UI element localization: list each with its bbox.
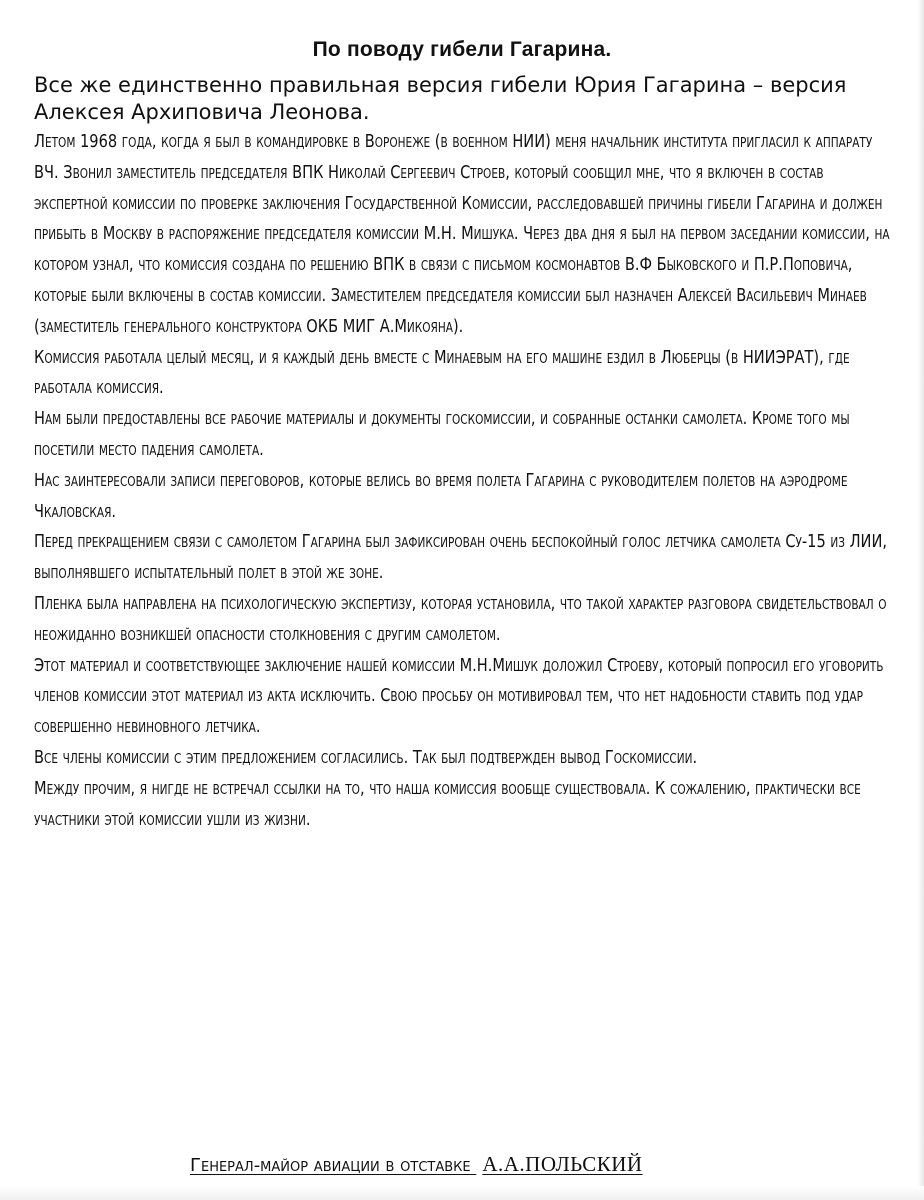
paragraph-agreement: Все члены комиссии с этим предложением согласились. Так был подтвержден вывод Госкомиссии. xyxy=(34,746,698,768)
signature-line xyxy=(190,1152,643,1177)
lead-paragraph: Все же единственно правильная версия гибели Юрия Гагарина – версия Алексея Архиповича Леонова. xyxy=(34,73,847,124)
paragraph-pilot-voice: Перед прекращением связи с самолетом Гагарина был зафиксирован очень беспокойный голос летчика самолета Су-15 из ЛИИ, выполнявшего испытательный полет в этой же зоне. xyxy=(34,531,887,584)
paragraph-materials: Нам были предоставлены все рабочие материалы и документы госкомиссии, и собранные останки самолета. Кроме того мы посетили место падения самолета. xyxy=(34,408,850,460)
document-body xyxy=(34,127,900,835)
paragraph-work: Комиссия работала целый месяц, и я каждый день вместе с Минаевым на его машине ездил в Люберцы (в НИИЭРАТ), где работала комиссия. xyxy=(34,346,850,399)
scan-edge xyxy=(918,0,924,1200)
paragraph-report: Этот материал и соответствующее заключение нашей комиссии М.Н.Мишук доложил Строеву, который попросил его уговорить членов комиссии этот материал из акта исключить. Свою просьбу он мотивировал тем, что нет надобности ставить под удар совершенно невиновного летчика. xyxy=(34,654,884,738)
document-title: По поводу гибели Гагарина. xyxy=(312,38,612,61)
paragraph-conclusion: Между прочим, я нигде не встречал ссылки на то, что наша комиссия вообще существовала. К сожалению, практически все участники этой комиссии ушли из жизни. xyxy=(34,777,861,830)
paragraph-commission: Летом 1968 года, когда я был в командировке в Воронеже (в военном НИИ) меня начальник института пригласил к аппарату ВЧ. Звонил заместитель председателя ВПК Николай Сергеевич Строев, который сообщил мне, что я включен в состав экспертной комиссии по проверке заключения Государственной Комиссии, расследовавшей причины гибели Гагарина и должен прибыть в Москву в распоряжение председателя комиссии М.Н. Мишука. Через два дня я был на первом заседании комиссии, на котором узнал, что комиссия создана по решению ВПК в связи с письмом космонавтов В.Ф Быковского и П.Р.Поповича, которые были включены в состав комиссии. Заместителем председателя комиссии был назначен Алексей Васильевич Минаев (заместитель генерального конструктора ОКБ МИГ А.Микояна). xyxy=(34,131,890,337)
scan-bottom-edge xyxy=(0,1186,924,1200)
signature-rank: Генерал-майор авиации в отставке xyxy=(190,1155,471,1176)
signature-name: А.А.ПОЛЬСКИЙ xyxy=(482,1152,643,1176)
paragraph-recordings: Нас заинтересовали записи переговоров, которые велись во время полета Гагарина с руководителем полетов на аэродроме Чкаловская. xyxy=(34,469,848,522)
paragraph-expertise: Пленка была направлена на психологическую экспертизу, которая установила, что такой характер разговора свидетельствовал о неожиданно возникшей опасности столкновения с другим самолетом. xyxy=(34,592,887,645)
